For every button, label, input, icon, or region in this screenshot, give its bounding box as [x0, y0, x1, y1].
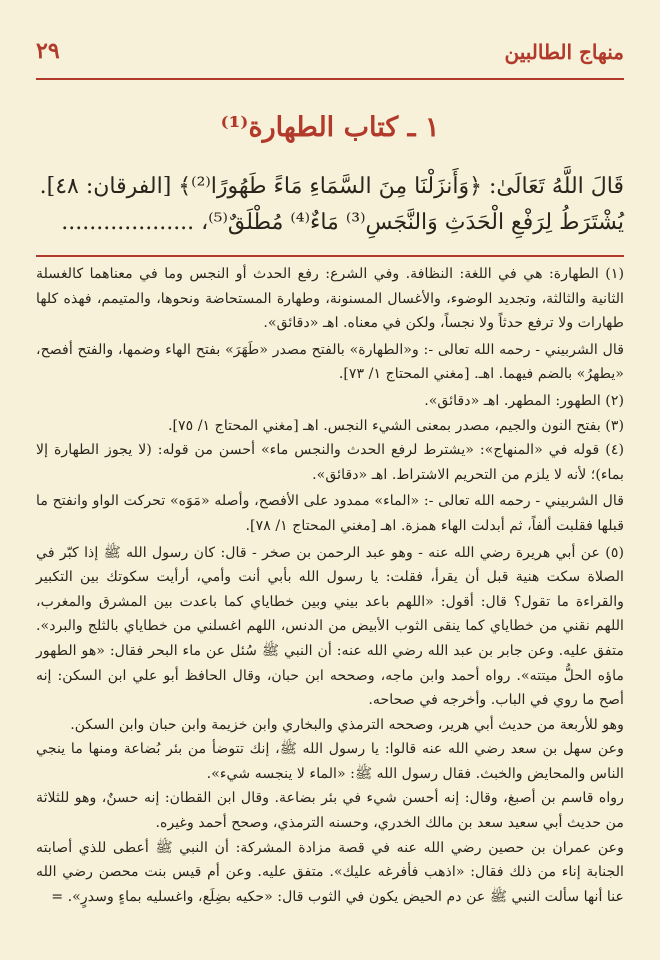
page-number: ٢٩	[36, 38, 60, 64]
footnote-5-continued-3: رواه قاسم بن أصبغ، وقال: إنه أحسن شيء في بئر بضاعة. وقال ابن القطان: إنه حسنٌ، وهو للثلاثة من حديث أبي سعيد سعد بن مالك الخدري، وحسنه الترمذي، وصحح أحمد وغيره.	[36, 790, 624, 832]
matn-text-line: يُشْتَرَطُ لِرَفْعِ الْحَدَثِ وَالنَّجَسِ⁽³⁾ مَاءٌ⁽⁴⁾ مُطْلَقٌ⁽⁵⁾، ...................	[61, 210, 624, 235]
running-header	[36, 40, 624, 68]
footnotes-section	[36, 262, 624, 909]
footnote-5-continued-1: وهو للأربعة من حديث أبي هرير، وصححه الترمذي والبخاري وابن خزيمة وابن حبان وابن السكن.	[70, 716, 624, 733]
chapter-title: ١ ـ كتاب الطهارة⁽¹⁾	[220, 112, 440, 143]
book-title: منهاج الطالبين	[504, 40, 624, 64]
footnote-4: (٤) قوله في «المنهاج»: «يشترط لرفع الحدث والنجس ماء» أحسن من قوله: (لا يجوز الطهارة إلا بماء)؛ لأنه لا يلزم من التحريم الاشتراط. اهـ «دقائق».	[36, 442, 624, 483]
footnote-1: (١) الطهارة: هي في اللغة: النظافة. وفي الشرع: رفع الحدث أو النجس وما في معناهما كالغسلة الثانية والثالثة، وتجديد الوضوء، والأغسال المسنونة، وطهارة المستحاضة ونحوها، والمتيمم، فهذه كلها طهارات ولا ترفع حدثاً ولا نجساً، ولكن في معناه. اهـ «دقائق».	[36, 266, 624, 332]
footnote-5: (٥) عن أبي هريرة رضي الله عنه - وهو عبد الرحمن بن صخر - قال: كان رسول الله ﷺ إذا كبّر في الصلاة سكت هنية قبل أن يقرأ، فقلت: يا رسول الله بأبي أنت وأمي، أرأيت سكوتك بين التكبير والقراءة ما تقول؟ قال: أقول: «اللهم باعد بيني وبين خطاياي كما باعدت بين المشرق والمغرب، اللهم نقني من خطاياي كما ينقى الثوب الأبيض من الدنس، اللهم اغسلني من خطاياي بالثلج والبرد». متفق عليه. وعن جابر بن عبد الله رضي الله عنه: أن النبي ﷺ سُئل عن ماء البحر فقال: «هو الطهور ماؤه الحلُّ ميتته». رواه أحمد وابن ماجه، وصححه ابن حبان، وقال الحافظ أبو علي ابن السكن: إنه أصح ما روي في الباب. وأخرجه في صحاحه.	[36, 544, 624, 709]
footnote-4-continued: قال الشربيني - رحمه الله تعالى -: «الماء» ممدود على الأفصح، وأصله «مَوَه» تحركت الواو وانفتح ما قبلها فقلبت ألفاً، ثم أبدلت الهاء همزة. اهـ [مغني المحتاج ١/ ٧٨].	[36, 493, 624, 534]
footnote-5-continued-4: وعن عمران بن حصين رضي الله عنه في قصة مزادة المشركة: أن النبي ﷺ أعطى للذي أصابته الجنابة إناء من ذلك فقال: «اذهب فأفرغه عليك». متفق عليه. وعن أم قيس بنت محصن رضي الله عنا أنها سألت النبي ﷺ عن دم الحيض يكون في الثوب قال: «حكيه بضِلَع، واغسليه بماءٍ وسدرٍ». =	[36, 839, 624, 905]
quran-verse-line: قَالَ اللَّهُ تَعَالَىٰ: ﴿وَأَنزَلْنَا مِنَ السَّمَاءِ مَاءً طَهُورًا⁽²⁾﴾ [الفرقان: ٤٨].	[39, 174, 624, 199]
footnote-2: (٢) الطهور: المطهر. اهـ «دقائق».	[424, 392, 624, 409]
footnote-separator	[36, 255, 624, 257]
footnote-5-continued-2: وعن سهل بن سعد رضي الله عنه قالوا: يا رسول الله ﷺ، إنك تتوضأ من بئر بُضاعة ومنها ما ينجي الناس والمحايض والخبث. فقال رسول الله ﷺ: «الماء لا ينجسه شيء».	[36, 741, 624, 782]
footnote-1-continued: قال الشربيني - رحمه الله تعالى -: و«الطهارة» بالفتح مصدر «طَهَرَ» بفتح الهاء وضمها، والفتح أفصح، «يطهرُ» بالضم فيهما. اهـ. [مغني المحتاج ١/ ٧٣].	[36, 341, 624, 383]
header-rule	[36, 78, 624, 80]
footnote-3: (٣) بفتح النون والجيم، مصدر بمعنى الشيء النجس. اهـ [مغني المحتاج ١/ ٧٥].	[167, 417, 624, 434]
